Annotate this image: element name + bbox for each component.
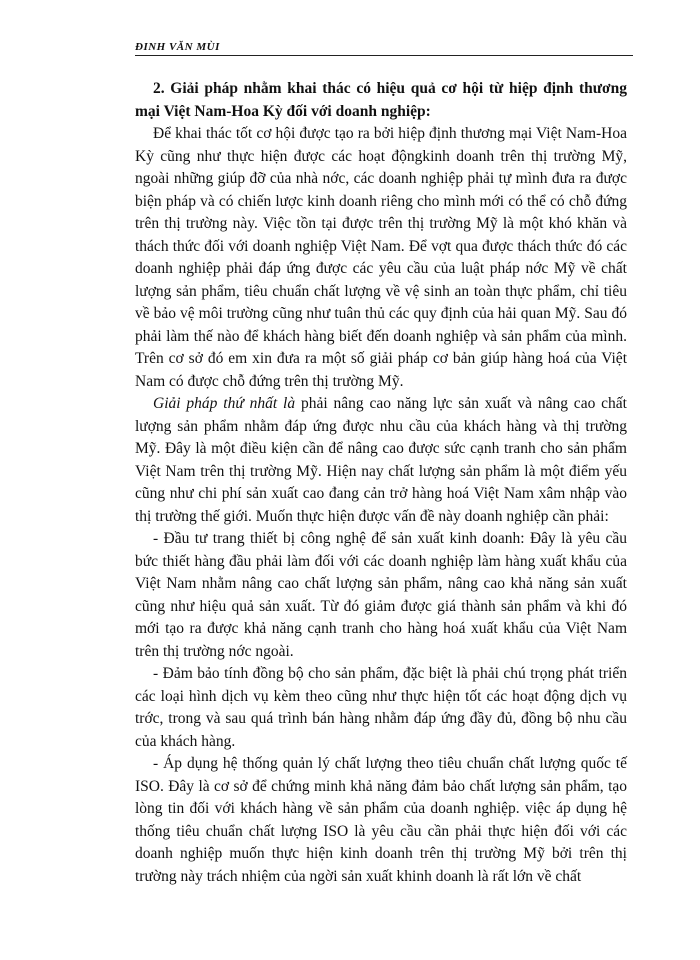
bullet-synchronization: - Đảm bảo tính đồng bộ cho sản phẩm, đặc biệt là phải chú trọng phát triển các loại hình dịch vụ kèm theo cũng như thực hiện tốt các hoạt động dịch vụ trớc, trong và sau quá trình bán hàng nhằm đáp ứng đầy đủ, đồng bộ nhu cầu của khách hàng. bbox=[135, 665, 627, 750]
bullet-investment: - Đầu tư trang thiết bị công nghệ để sản xuất kinh doanh: Đây là yêu cầu bức thiết hàng đầu phải làm đối với các doanh nghiệp làm hàng xuất khẩu của Việt Nam nhằm nâng cao chất lượng sản phẩm, nâng cao khả năng sản xuất cũng như hiệu quả sản xuất. Từ đó giảm được giá thành sản phẩm và khi đó mới tạo ra được khả năng cạnh tranh cho hàng hoá xuất khẩu của Việt Nam trên thị trường nớc ngoài. bbox=[135, 530, 627, 660]
section-heading: 2. Giải pháp nhằm khai thác có hiệu quả cơ hội từ hiệp định thương mại Việt Nam-Hoa Kỳ đối với doanh nghiệp: bbox=[135, 80, 627, 120]
paragraph-solution-one bbox=[135, 393, 627, 528]
solution-one-text: phải nâng cao năng lực sản xuất và nâng cao chất lượng sản phẩm nhằm đáp ứng được nhu cầu của khách hàng và thị trường Mỹ. Đây là một điều kiện cần để nâng cao được sức cạnh tranh cho sản phẩm Việt Nam trên thị trường Mỹ. Hiện nay chất lượng sản phẩm là một điểm yếu cũng như chi phí sản xuất cao đang cản trở hàng hoá Việt Nam xâm nhập vào thị trường thế giới. Muốn thực hiện được vấn đề này doanh nghiệp cần phải: bbox=[135, 395, 627, 525]
bullet-iso: - Áp dụng hệ thống quản lý chất lượng theo tiêu chuẩn chất lượng quốc tế ISO. Đây là cơ sở để chứng minh khả năng đảm bảo chất lượng sản phẩm, tạo lòng tin đối với khách hàng về sản phẩm của doanh nghiệp. việc áp dụng hệ thống tiêu chuẩn chất lượng ISO là yêu cầu cần phải thực hiện đối với các doanh nghiệp muốn thực hiện kinh doanh trên thị trường Mỹ bởi trên thị trường này trách nhiệm của ngời sản xuất khinh doanh là rất lớn về chất bbox=[135, 755, 627, 885]
paragraph-intro: Để khai thác tốt cơ hội được tạo ra bởi hiệp định thương mại Việt Nam-Hoa Kỳ cũng như thực hiện được các hoạt độngkinh doanh trên thị trường Mỹ, ngoài những giúp đỡ của nhà nớc, các doanh nghiệp phải tự mình đưa ra được biện pháp và có chiến lược kinh doanh riêng cho mình mới có thể có chỗ đứng trên thị trường này. Việc tồn tại được trên thị trường Mỹ là một khó khăn và thách thức đối với doanh nghiệp Việt Nam. Để vợt qua được thách thức đó các doanh nghiệp phải đáp ứng được các yêu cầu của luật pháp nớc Mỹ về chất lượng sản phẩm, tiêu chuẩn chất lượng về vệ sinh an toàn thực phẩm, chỉ tiêu về bảo vệ môi trường cũng như tuân thủ các quy định của hải quan Mỹ. Sau đó phải làm thế nào để khách hàng biết đến doanh nghiệp và sản phẩm của mình. Trên cơ sở đó em xin đưa ra một số giải pháp cơ bản giúp hàng hoá của Việt Nam có được chỗ đứng trên thị trường Mỹ. bbox=[135, 125, 627, 390]
solution-one-lead: Giải pháp thứ nhất là bbox=[153, 395, 296, 412]
running-head: ĐINH VĂN MÙI bbox=[135, 40, 633, 56]
document-body bbox=[135, 78, 627, 888]
